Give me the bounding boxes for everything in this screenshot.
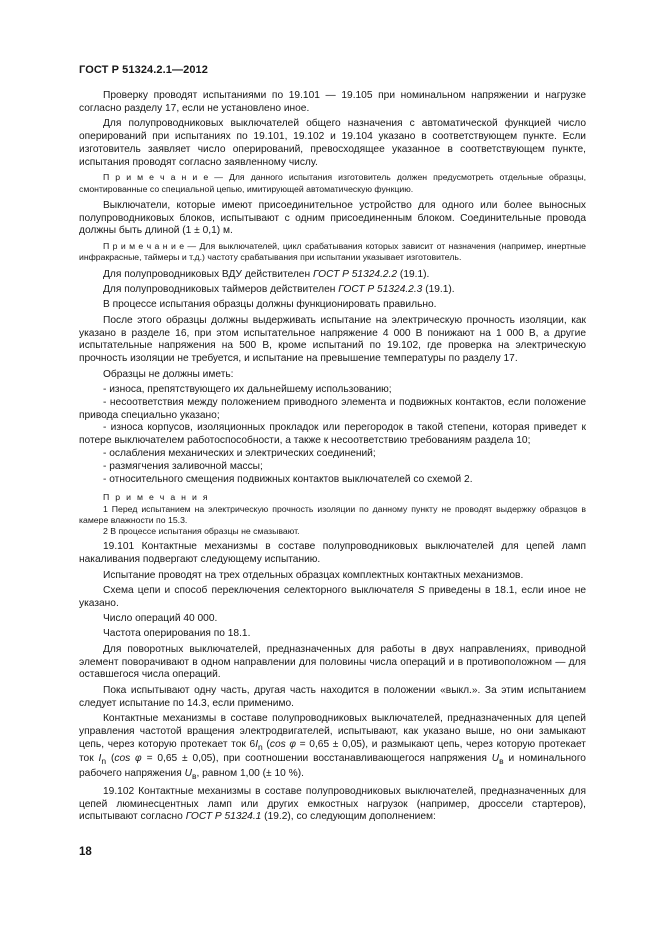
list-item: - ослабления механических и электрических соединений; (103, 447, 376, 459)
note (79, 241, 586, 263)
paragraph: Для поворотных выключателей, предназначенных для работы в двух направлениях, приводной элемент поворачивают в одном направлении для половины числа операций и в противоположном — для оставшегося числа операций. (79, 643, 586, 681)
requirements-list (79, 384, 586, 486)
note-item: 1 Перед испытанием на электрическую прочность изоляции по данному пункту не проводят выдержку образцов в камере влажности по 15.3. (79, 503, 586, 525)
note-label: П р и м е ч а н и е (103, 172, 209, 183)
standard-reference: ГОСТ Р 51324.2.3 (338, 283, 423, 295)
paragraph: Образцы не должны иметь: (103, 368, 234, 380)
paragraph: Число операций 40 000. (103, 613, 218, 625)
note-text: — Для данного испытания изготовитель должен предусмотреть отдельные образцы, смонтированные со специальной цепью, имитирующей автоматическую функцию. (79, 172, 587, 194)
standard-reference: ГОСТ Р 51324.1 (185, 811, 262, 823)
paragraph: Для полупроводниковых выключателей общего назначения с автоматической функцией число оперирований при испытаниях по 19.101, 19.102 и 19.104 указано в соответствующем пункте. Если изготовитель заявляет число оперирований, превосходящее указанное в соответствующем пункте, испытания проводят согласно заявленному числу. (79, 118, 586, 168)
paragraph: Пока испытывают одну часть, другая часть находится в положении «выкл.». За этим испытанием следует испытание по 14.3, если применимо. (79, 684, 586, 709)
paragraph: После этого образцы должны выдерживать испытание на электрическую прочность изоляции, как указано в разделе 16, при этом испытательное напряжение 4 000 В понижают на 1 000 В, а другие испытательные напряжения на 500 В, кроме испытаний по 19.102, где проверка на электрическую прочность изоляции не требуется, и испытание на превышение температуры по разделу 17. (79, 314, 586, 365)
paragraph: Для полупроводниковых таймеров действителен ГОСТ Р 51324.2.3 (19.1). (103, 283, 455, 295)
paragraph: Испытание проводят на трех отдельных образцах комплектных контактных механизмов. (103, 569, 524, 581)
list-item: - износа корпусов, изоляционных прокладок или перегородок в такой степени, которая приведет к потере выключателем работоспособности, а также к несоответствию требованиям раздела 10; (79, 422, 586, 447)
list-item: - относительного смещения подвижных контактов выключателей со схемой 2. (103, 473, 473, 485)
paragraph: 19.101 Контактные механизмы в составе полупроводниковых выключателей для цепей ламп накаливания подвергают следующему испытанию. (79, 541, 586, 566)
paragraph: Проверку проводят испытаниями по 19.101 — 19.105 при номинальном напряжении и нагрузке согласно разделу 17, если не установлено иное. (79, 90, 586, 114)
note-item: 2 В процессе испытания образцы не смазывают. (103, 526, 300, 537)
document-body (79, 90, 586, 827)
list-item: - износа, препятствующего их дальнейшему использованию; (103, 383, 392, 395)
page-number: 18 (79, 846, 92, 858)
document-header: ГОСТ Р 51324.2.1—2012 (79, 64, 208, 76)
paragraph: Выключатели, которые имеют присоединительное устройство для одного или более выносных полупроводниковых блоков, испытывают с одним присоединенным блоком. Соединительные провода должны быть длиной (1 ± 0,1) м. (79, 199, 586, 237)
list-item: - размягчения заливочной массы; (103, 460, 263, 472)
paragraph: Схема цепи и способ переключения селекторного выключателя S приведены в 18.1, если иное не указано. (79, 584, 587, 609)
list-item: - несоответствия между положением приводного элемента и подвижных контактов, если положение привода специально указано; (79, 396, 586, 421)
notes-title: П р и м е ч а н и я (103, 492, 210, 503)
note-label: П р и м е ч а н и е (103, 241, 185, 252)
paragraph: Для полупроводниковых ВДУ действителен ГОСТ Р 51324.2.2 (19.1). (103, 268, 430, 280)
paragraph: 19.102 Контактные механизмы в составе полупроводниковых выключателей, предназначенных для цепей люминесцентных ламп или других емкостных нагрузок (например, дроссели стартеров), испытывают согласно ГОСТ Р 51324.1 (19.2), со следующим дополнением: (79, 785, 586, 823)
paragraph: Частота оперирования по 18.1. (103, 628, 251, 640)
note-text: — Для выключателей, цикл срабатывания которых зависит от назначения (например, инертные инфракрасные, таймеры и т.д.) частоту срабатывания при испытании указывает изготовитель. (79, 241, 586, 263)
standard-reference: ГОСТ Р 51324.2.2 (312, 268, 398, 280)
paragraph: Контактные механизмы в составе полупроводниковых выключателей, предназначенных для цепей управления частотой вращения электродвигателей, испытывают, как указано выше, но они замыкают цепь, через которую протекает ток $6I_n$ (cos φ = 0,65 ± 0,05), и размыкают цепь, через которую протекает ток $I_n$ (cos φ = 0,65 ± 0,05), при соотношении восстанавливающегося напряжения $U_в$ и номинального рабочего напряжения $U_в$, равном 1,00 (± 10 %). (79, 713, 586, 782)
paragraph: В процессе испытания образцы должны функционировать правильно. (103, 299, 437, 311)
note (79, 172, 586, 194)
